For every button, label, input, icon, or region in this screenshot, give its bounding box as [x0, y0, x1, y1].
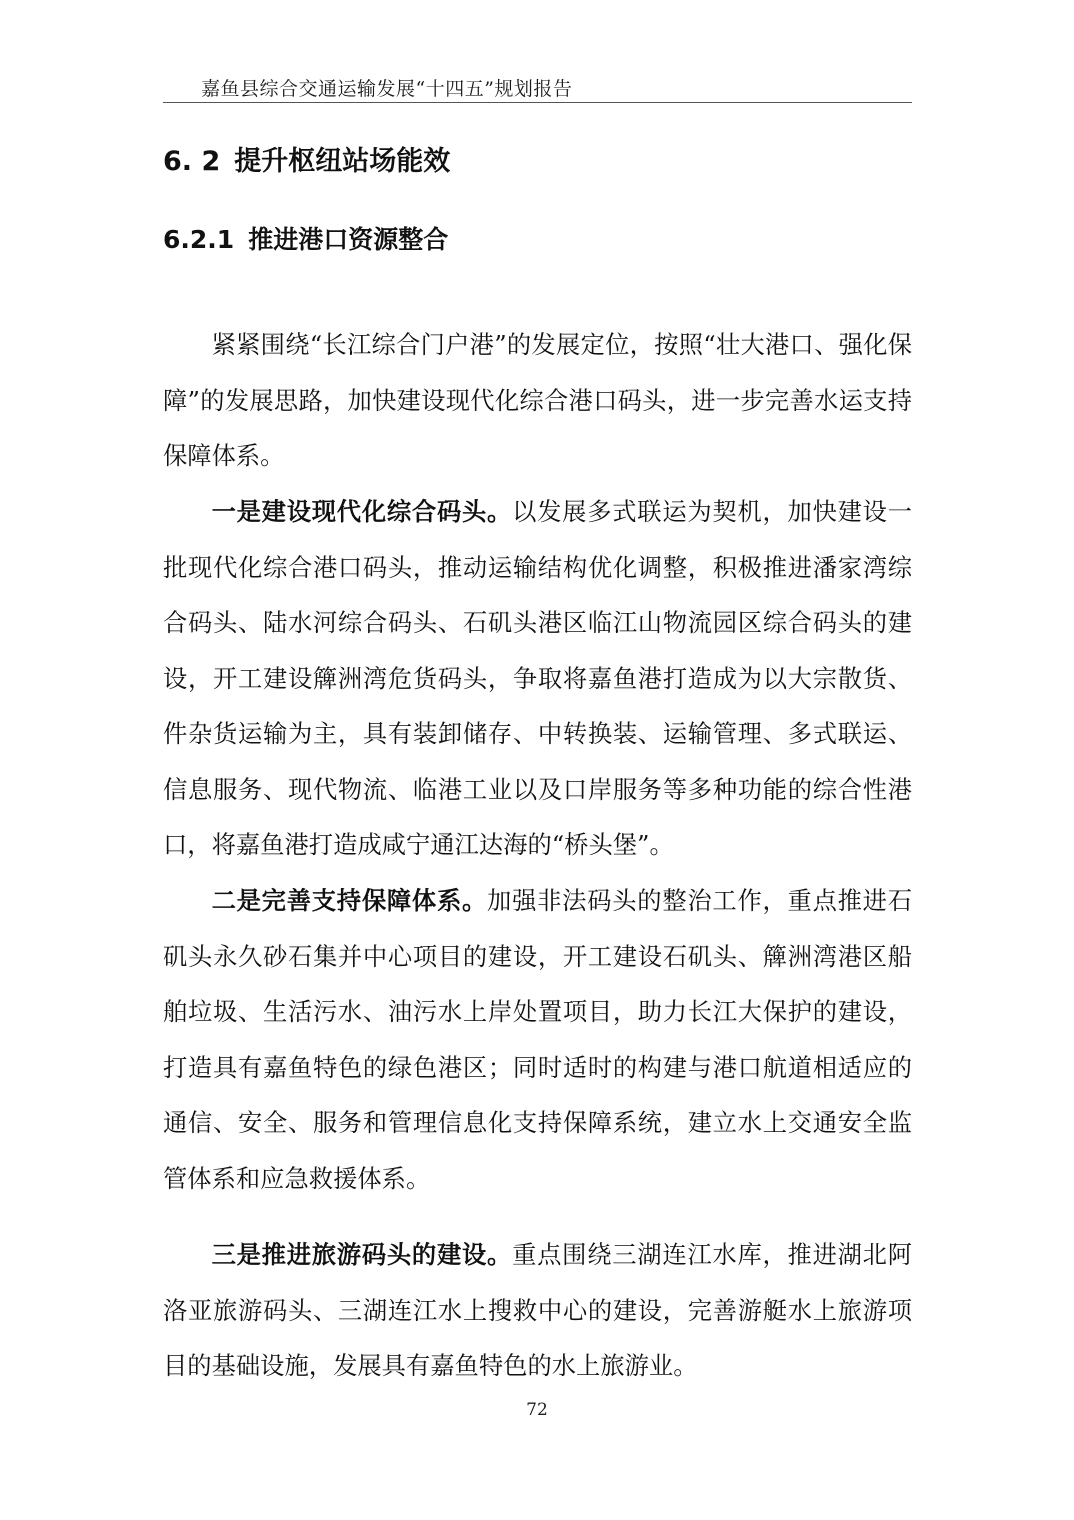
paragraph-three — [163, 1227, 912, 1394]
paragraph-two-lead: 二是完善支持保障体系。 — [211, 886, 488, 916]
paragraph-two — [163, 873, 912, 1206]
header-divider — [163, 102, 912, 103]
section-title: 提升枢纽站场能效 — [234, 146, 451, 177]
paragraph-one — [163, 484, 912, 873]
running-header: 嘉鱼县综合交通运输发展“十四五”规划报告 — [201, 78, 573, 100]
subsection-title: 推进港口资源整合 — [248, 225, 449, 254]
paragraph-two-body: 加强非法码头的整治工作，重点推进石矶头永久砂石集并中心项目的建设，开工建设石矶头、簰洲湾港区船舶垃圾、生活污水、油污水上岸处置项目，助力长江大保护的建设，打造具有嘉鱼特色的绿色港区；同时适时的构建与港口航道相适应的通信、安全、服务和管理信息化支持保障系统，建立水上交通安全监管体系和应急救援体系。 — [163, 886, 912, 1193]
intro-paragraph — [163, 317, 912, 484]
paragraph-three-body: 重点围绕三湖连江水库，推进湖北阿洛亚旅游码头、三湖连江水上搜救中心的建设，完善游艇水上旅游项目的基础设施，发展具有嘉鱼特色的水上旅游业。 — [163, 1240, 913, 1381]
section-heading — [163, 139, 450, 178]
section-number: 6. 2 — [163, 146, 221, 177]
page-number: 72 — [526, 1400, 548, 1420]
subsection-number: 6.2.1 — [163, 225, 235, 254]
paragraph-one-body: 以发展多式联运为契机，加快建设一批现代化综合港口码头，推动运输结构优化调整，积极推进潘家湾综合码头、陆水河综合码头、石矶头港区临江山物流园区综合码头的建设，开工建设簰洲湾危货码头，争取将嘉鱼港打造成为以大宗散货、件杂货运输为主，具有装卸储存、中转换装、运输管理、多式联运、信息服务、现代物流、临港工业以及口岸服务等多种功能的综合性港口，将嘉鱼港打造成咸宁通江达海的“桥头堡”。 — [163, 497, 913, 860]
subsection-heading — [163, 220, 448, 256]
paragraph-three-lead: 三是推进旅游码头的建设。 — [211, 1240, 513, 1270]
paragraph-one-lead: 一是建设现代化综合码头。 — [211, 497, 513, 527]
intro-text: 紧紧围绕“长江综合门户港”的发展定位，按照“壮大港口、强化保障”的发展思路，加快建设现代化综合港口码头，进一步完善水运支持保障体系。 — [163, 330, 912, 471]
